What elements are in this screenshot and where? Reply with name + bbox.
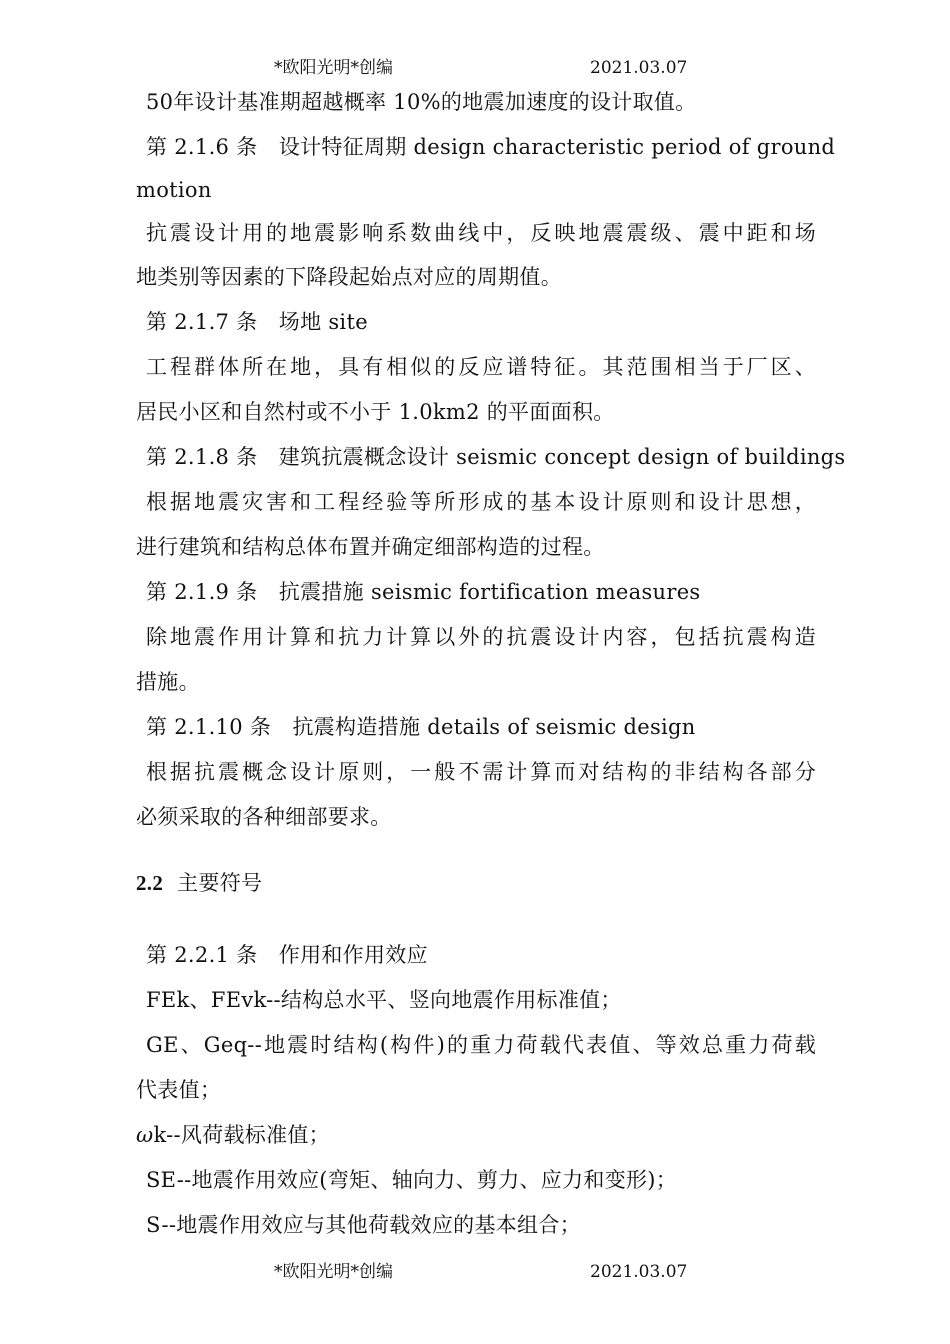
clause-heading-2-2-1: 第 2.2.1 条 作用和作用效应 <box>146 943 428 967</box>
paragraph-line: 地类别等因素的下降段起始点对应的周期值。 <box>136 265 562 289</box>
paragraph-line: 工程群体所在地，具有相似的反应谱特征。其范围相当于厂区、 <box>146 355 816 379</box>
section-heading-2-2 <box>136 868 816 898</box>
paragraph-line: 根据地震灾害和工程经验等所形成的基本设计原则和设计思想， <box>146 490 816 514</box>
paragraph-line: 进行建筑和结构总体布置并确定细部构造的过程。 <box>136 535 605 559</box>
paragraph-line: 措施。 <box>136 670 200 694</box>
clause-heading-2-1-7: 第 2.1.7 条 场地 site <box>146 310 368 334</box>
paragraph-line: 除地震作用计算和抗力计算以外的抗震设计内容，包括抗震构造 <box>146 625 816 649</box>
omega-symbol: ω <box>136 1123 154 1147</box>
header-date: 2021.03.07 <box>590 58 688 78</box>
header-author: *欧阳光明*创编 <box>274 58 393 78</box>
paragraph-line: 必须采取的各种细部要求。 <box>136 805 392 829</box>
paragraph-line: 代表值； <box>136 1078 222 1102</box>
paragraph-line: motion <box>136 178 212 202</box>
clause-heading-2-1-6: 第 2.1.6 条 设计特征周期 design characteristic period of ground <box>146 135 836 159</box>
clause-heading-2-1-10: 第 2.1.10 条 抗震构造措施 details of seismic design <box>146 715 696 739</box>
paragraph-line: 50年设计基准期超越概率 10%的地震加速度的设计取值。 <box>146 90 697 114</box>
paragraph-line: 根据抗震概念设计原则，一般不需计算而对结构的非结构各部分 <box>146 760 816 784</box>
page-header <box>0 56 950 80</box>
section-title: 主要符号 <box>177 871 263 895</box>
footer-author: *欧阳光明*创编 <box>274 1262 393 1282</box>
symbol-definition <box>136 1120 816 1150</box>
symbol-definition: S--地震作用效应与其他荷载效应的基本组合； <box>146 1213 581 1237</box>
symbol-definition: GE、Geq--地震时结构(构件)的重力荷载代表值、等效总重力荷载 <box>146 1033 816 1057</box>
clause-heading-2-1-8: 第 2.1.8 条 建筑抗震概念设计 seismic concept design of buildings <box>146 445 846 469</box>
paragraph-line: 抗震设计用的地震影响系数曲线中，反映地震震级、震中距和场 <box>146 221 816 245</box>
clause-heading-2-1-9: 第 2.1.9 条 抗震措施 seismic fortification measures <box>146 580 701 604</box>
paragraph-line: 居民小区和自然村或不小于 1.0km2 的平面面积。 <box>136 400 615 424</box>
symbol-definition: FEk、FEvk--结构总水平、竖向地震作用标准值； <box>146 988 622 1012</box>
section-number: 2.2 <box>136 871 164 895</box>
symbol-definition: SE--地震作用效应(弯矩、轴向力、剪力、应力和变形)； <box>146 1168 678 1192</box>
footer-date: 2021.03.07 <box>590 1262 688 1282</box>
page-footer <box>0 1260 950 1284</box>
symbol-definition-text: k--风荷载标准值； <box>153 1123 330 1147</box>
